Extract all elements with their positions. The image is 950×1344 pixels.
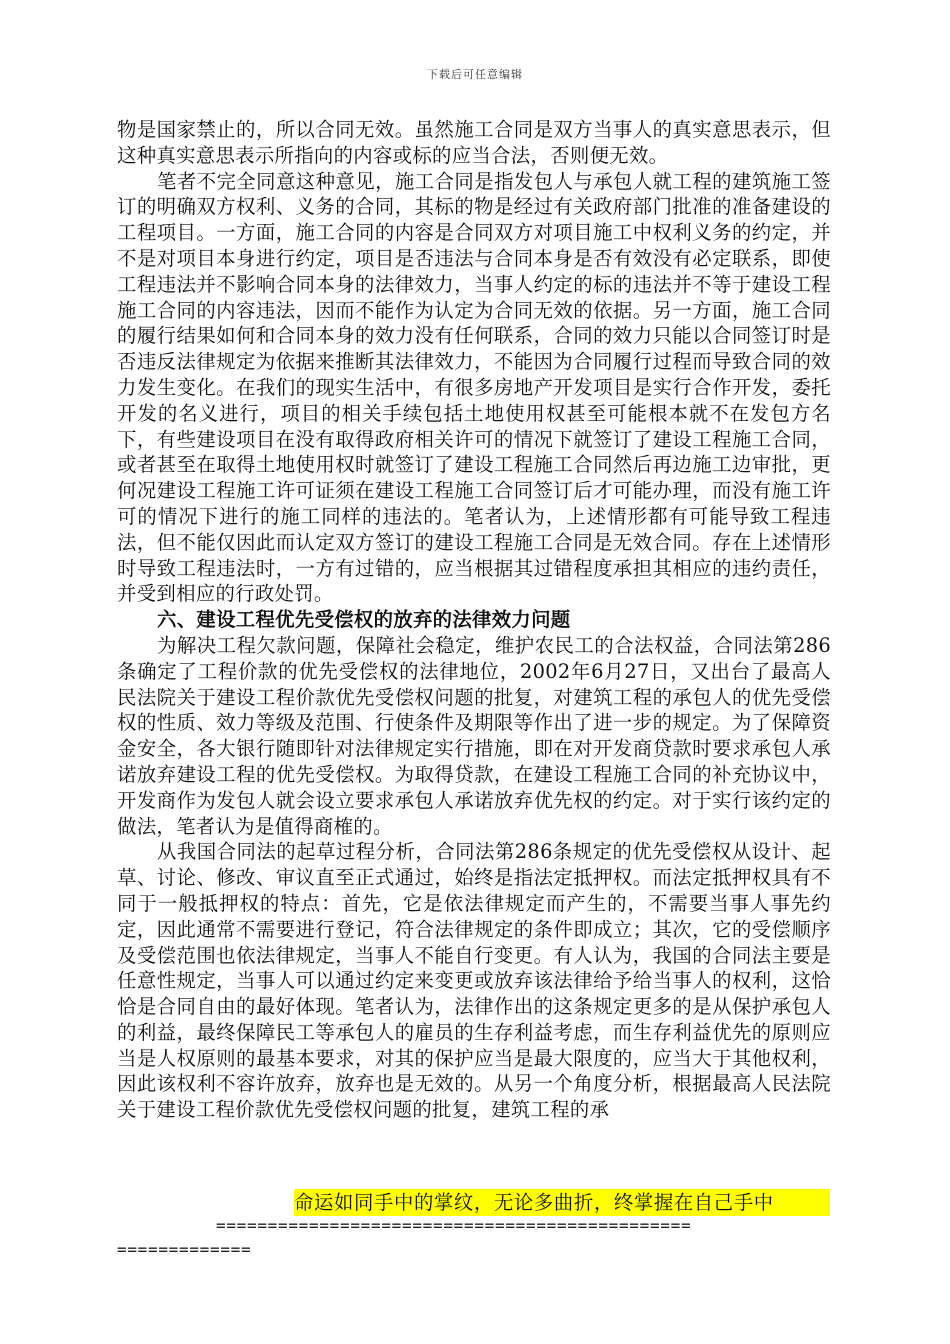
separator-line: ============================================== [216, 1216, 692, 1235]
page-header: 下载后可任意编辑 [427, 68, 523, 81]
paragraph-analysis: 从我国合同法的起草过程分析，合同法第286条规定的优先受偿权从设计、起草、讨论、修改、审议直至正式通过，始终是指法定抵押权。而法定抵押权具有不同于一般抵押权的特点：首先，它是依法律规定而产生的，不需要当事人事先约定，因此通常不需要进行登记，符合法律规定的条件即成立；其次，它的受偿顺序及受偿范围也依法律规定，当事人不能自行变更。有人认为，我国的合同法主要是任意性规定，当事人可以通过约定来变更或放弃该法律给予给当事人的权利，这恰恰是合同自由的最好体现。笔者认为，法律作出的这条规定更多的是从保护承包人的利益，最终保障民工等承包人的雇员的生存利益考虑，而生存利益优先的原则应当是人权原则的最基本要求，对其的保护应当是最大限度的，应当大于其他权利，因此该权利不容许放弃，放弃也是无效的。从另一个角度分析，根据最高人民法院关于建设工程价款优先受偿权问题的批复，建筑工程的承 [117, 840, 831, 1122]
separator-line-continuation: ============= [117, 1240, 252, 1259]
paragraph-continuation: 物是国家禁止的，所以合同无效。虽然施工合同是双方当事人的真实意思表示，但这种真实意思表示所指向的内容或标的应当合法，否则便无效。 [117, 118, 831, 167]
highlighted-quote: 命运如同手中的掌纹，无论多曲折，终掌握在自己手中 [294, 1189, 830, 1216]
section-heading: 六、建设工程优先受偿权的放弃的法律效力问题 [157, 608, 571, 632]
body-text [117, 117, 831, 1123]
paragraph-author-opinion: 笔者不完全同意这种意见，施工合同是指发包人与承包人就工程的建筑施工签订的明确双方权利、义务的合同，其标的物是经过有关政府部门批准的准备建设的工程项目。一方面，施工合同的内容是合同双方对项目施工中权利义务的约定，并不是对项目本身进行约定，项目是否违法与合同本身是否有效没有必定联系，即使工程违法并不影响合同本身的法律效力，当事人约定的标的违法并不等于建设工程施工合同的内容违法，因而不能作为认定为合同无效的依据。另一方面，施工合同的履行结果如何和合同本身的效力没有任何联系，合同的效力只能以合同签订时是否违反法律规定为依据来推断其法律效力，不能因为合同履行过程而导致合同的效力发生变化。在我们的现实生活中，有很多房地产开发项目是实行合作开发，委托开发的名义进行，项目的相关手续包括土地使用权甚至可能根本就不在发包方名下，有些建设项目在没有取得政府相关许可的情况下就签订了建设工程施工合同，或者甚至在取得土地使用权时就签订了建设工程施工合同然后再边施工边审批，更何况建设工程施工许可证须在建设工程施工合同签订后才可能办理，而没有施工许可的情况下进行的施工同样的违法的。笔者认为，上述情形都有可能导致工程违法，但不能仅因此而认定双方签订的建设工程施工合同是无效合同。存在上述情形时导致工程违法时，一方有过错的，应当根据其过错程度承担其相应的违约责任，并受到相应的行政处罚。 [117, 169, 831, 606]
paragraph-background: 为解决工程欠款问题，保障社会稳定，维护农民工的合法权益，合同法第286条确定了工程价款的优先受偿权的法律地位，2002年6月27日，又出台了最高人民法院关于建设工程价款优先受偿权问题的批复，对建筑工程的承包人的优先受偿权的性质、效力等级及范围、行使条件及期限等作出了进一步的规定。为了保障资金安全，各大银行随即针对法律规定实行措施，即在对开发商贷款时要求承包人承诺放弃建设工程的优先受偿权。为取得贷款，在建设工程施工合同的补充协议中，开发商作为发包人就会设立要求承包人承诺放弃优先权的约定。对于实行该约定的做法，笔者认为是值得商榷的。 [117, 633, 831, 838]
